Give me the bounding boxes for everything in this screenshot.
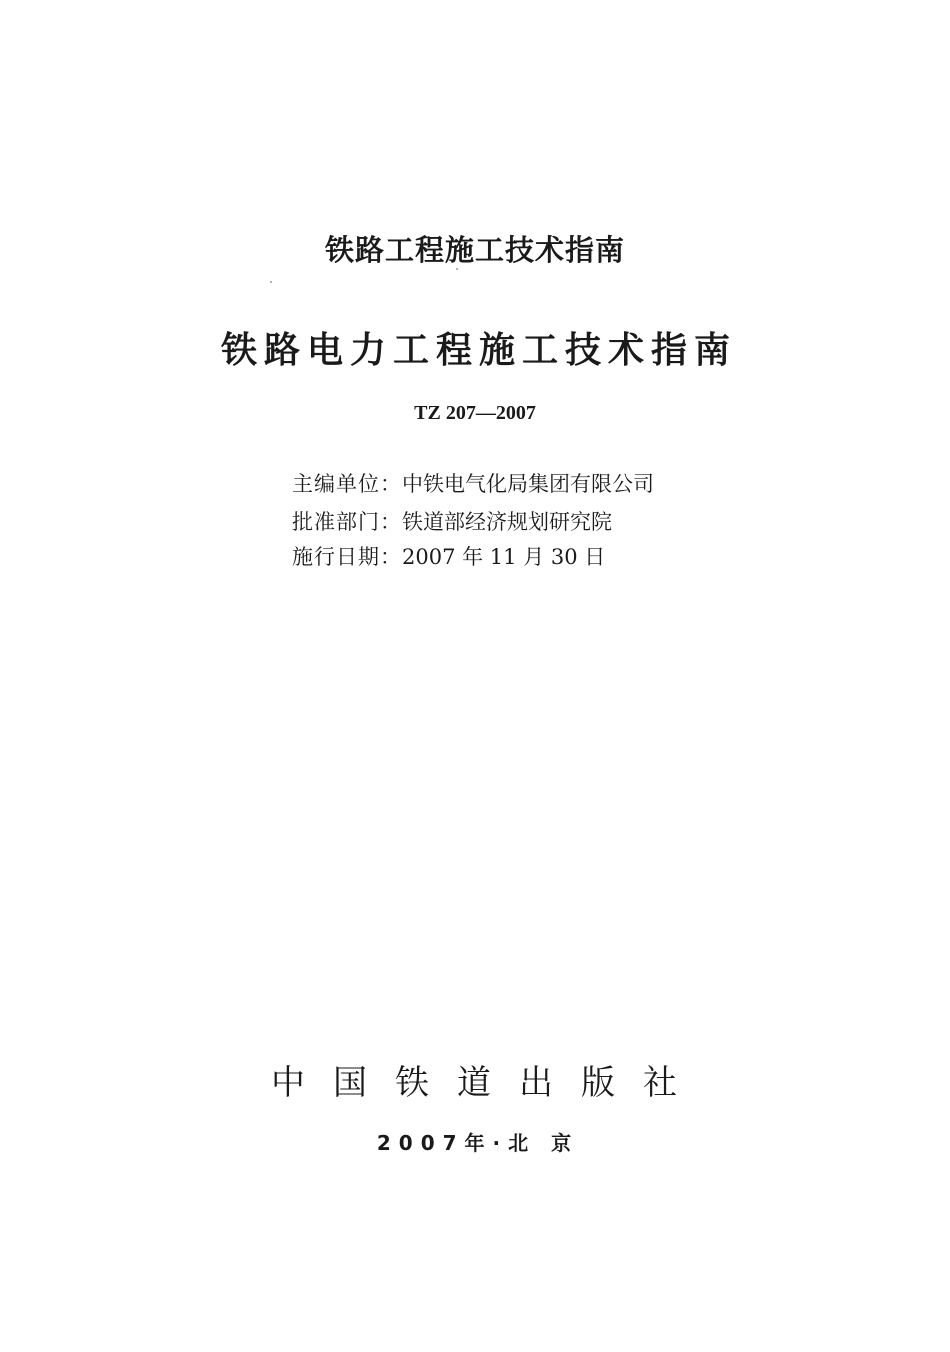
publication-year-place: 2007年·北 京	[376, 1131, 580, 1155]
publisher-name: 中国铁道出版社	[271, 1063, 705, 1103]
info-value: 铁道部经济规划研究院	[402, 510, 612, 534]
info-editor-unit	[292, 468, 654, 498]
info-label: 批准部门：	[292, 510, 402, 534]
scan-speck	[270, 281, 272, 283]
info-label: 主编单位：	[292, 472, 402, 496]
info-value: 2007 年 11 月 30 日	[402, 545, 606, 569]
standard-code: TZ 207—2007	[414, 402, 536, 424]
info-effective-date	[292, 541, 605, 571]
scan-speck	[456, 268, 458, 270]
info-approving-dept	[292, 506, 612, 536]
page-title: 铁路电力工程施工技术指南	[220, 330, 737, 371]
series-title: 铁路工程施工技术指南	[324, 233, 625, 267]
info-value: 中铁电气化局集团有限公司	[402, 472, 654, 496]
info-label: 施行日期：	[292, 545, 402, 569]
